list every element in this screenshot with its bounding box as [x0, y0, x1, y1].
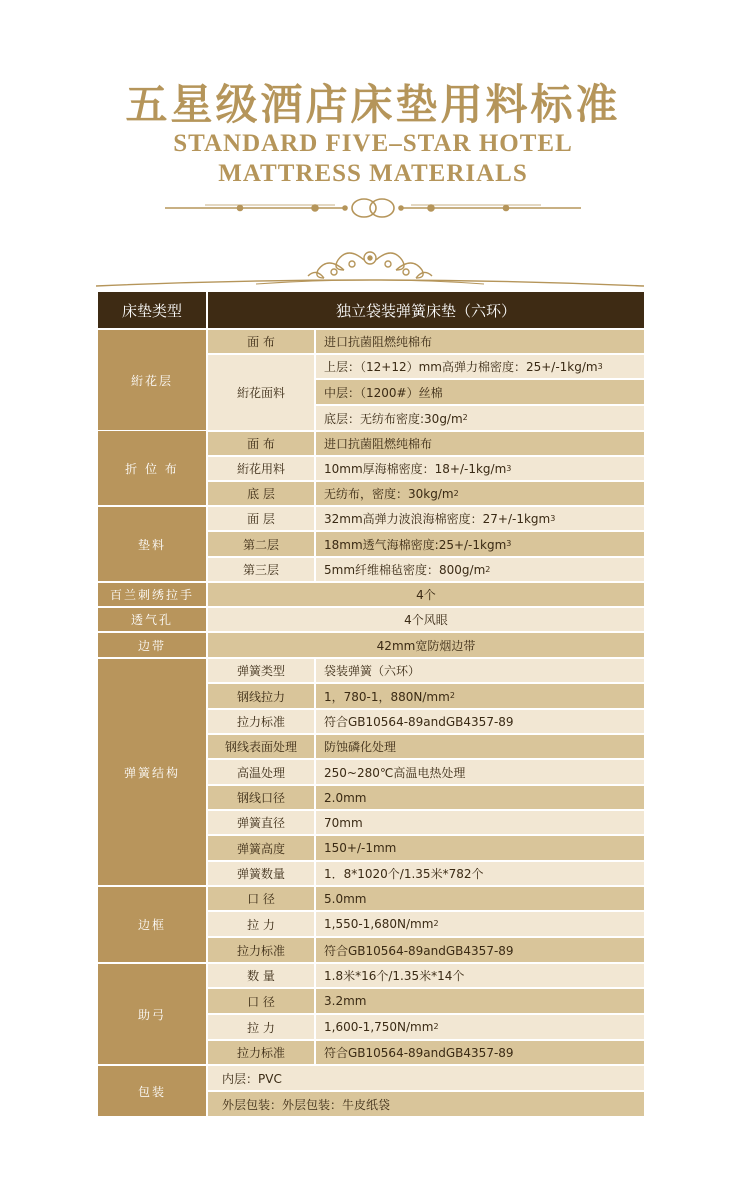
- value-air-vent: 4个风眼: [208, 608, 644, 631]
- value-quilting-filling: 10mm厚海棉密度：18+/-1kg/m 3: [316, 457, 644, 480]
- label-wire-tensile: 钢线拉力: [208, 684, 314, 708]
- table-top-ornament: [96, 240, 644, 290]
- value-inner-packaging: 内层：PVC: [208, 1066, 644, 1090]
- value-frame-gauge: 5.0mm: [316, 887, 644, 910]
- value-bow-standard: 符合GB10564-89andGB4357-89: [316, 1041, 644, 1064]
- value-top-layer: 32mm高弹力波浪海棉密度：27+/-1kgm 3: [316, 507, 644, 530]
- category-fold-fabric: 折 位 布: [98, 431, 206, 505]
- label-face-fabric-2: 面 布: [208, 432, 314, 455]
- header-mattress-type: 床垫类型: [98, 292, 206, 328]
- category-padding: 垫料: [98, 507, 206, 581]
- category-support-bow: 助弓: [98, 964, 206, 1064]
- category-border-tape: 边带: [98, 633, 206, 657]
- value-wire-gauge: 2.0mm: [316, 786, 644, 809]
- materials-table: [98, 292, 644, 1116]
- value-middle-layer: 中层：（1200#）丝棉: [316, 380, 644, 404]
- value-frame-tensile: 1,550-1,680N/mm 2: [316, 912, 644, 936]
- category-quilting-layer: 絎花层: [98, 330, 206, 430]
- label-spring-type: 弹簧类型: [208, 659, 314, 682]
- label-spring-height: 弹簧高度: [208, 836, 314, 860]
- value-second-layer: 18mm透气海棉密度:25+/-1kgm 3: [316, 532, 644, 556]
- label-quilting-material: 絎花面料: [208, 355, 314, 430]
- title-divider-ornament: [165, 192, 581, 224]
- label-bow-quantity: 数 量: [208, 964, 314, 987]
- value-spring-count: 1．8*1020个/1.35米*782个: [316, 862, 644, 885]
- category-handle: 百兰刺绣拉手: [98, 583, 206, 606]
- page-title-chinese: 五星级酒店床垫用料标准: [125, 80, 621, 129]
- value-frame-standard: 符合GB10564-89andGB4357-89: [316, 938, 644, 962]
- label-frame-standard: 拉力标准: [208, 938, 314, 962]
- label-tensile-standard: 拉力标准: [208, 710, 314, 733]
- value-bottom-nonwoven: 无纺布，密度：30kg/m 2: [316, 482, 644, 505]
- label-face-fabric: 面 布: [208, 330, 314, 353]
- label-frame-tensile: 拉 力: [208, 912, 314, 936]
- value-upper-layer: 上层：（12+12）mm高弹力棉密度：25+/-1kg/m 3: [316, 355, 644, 378]
- value-spring-type: 袋装弹簧（六环）: [316, 659, 644, 682]
- label-wire-gauge: 钢线口径: [208, 786, 314, 809]
- value-wire-tensile: 1，780-1，880N/mm 2: [316, 684, 644, 708]
- label-spring-diameter: 弹簧直径: [208, 811, 314, 834]
- page-title-english-line2: MATTRESS MATERIALS: [218, 160, 528, 187]
- value-third-layer: 5mm纤维棉毡密度：800g/m 2: [316, 558, 644, 581]
- value-wire-surface: 防蚀磷化处理: [316, 735, 644, 758]
- label-frame-gauge: 口 径: [208, 887, 314, 910]
- label-wire-surface: 钢线表面处理: [208, 735, 314, 758]
- value-bow-quantity: 1.8米*16个/1.35米*14个: [316, 964, 644, 987]
- value-border-tape: 42mm宽防烟边带: [208, 633, 644, 657]
- value-bottom-layer: 底层：无纺布密度:30g/m 2: [316, 406, 644, 430]
- value-bow-tensile: 1,600-1,750N/mm 2: [316, 1015, 644, 1039]
- label-bow-standard: 拉力标准: [208, 1041, 314, 1064]
- value-face-fabric-2: 进口抗菌阻燃纯棉布: [316, 432, 644, 455]
- value-bow-gauge: 3.2mm: [316, 989, 644, 1013]
- value-face-fabric: 进口抗菌阻燃纯棉布: [316, 330, 644, 353]
- label-spring-count: 弹簧数量: [208, 862, 314, 885]
- value-heat-treatment: 250~280℃高温电热处理: [316, 760, 644, 784]
- label-bottom-layer: 底 层: [208, 482, 314, 505]
- category-edge-frame: 边框: [98, 887, 206, 962]
- label-second-layer: 第二层: [208, 532, 314, 556]
- value-spring-height: 150+/-1mm: [316, 836, 644, 860]
- header-mattress-model: 独立袋装弹簧床垫（六环）: [208, 292, 644, 328]
- category-spring-structure: 弹簧结构: [98, 659, 206, 885]
- label-bow-tensile: 拉 力: [208, 1015, 314, 1039]
- value-spring-diameter: 70mm: [316, 811, 644, 834]
- label-heat-treatment: 高温处理: [208, 760, 314, 784]
- label-top-layer: 面 层: [208, 507, 314, 530]
- page-title-english-line1: STANDARD FIVE–STAR HOTEL: [173, 130, 573, 157]
- label-quilting-filling: 絎花用料: [208, 457, 314, 480]
- value-outer-packaging: 外层包装：外层包装：牛皮纸袋: [208, 1092, 644, 1116]
- category-packaging: 包装: [98, 1066, 206, 1116]
- label-third-layer: 第三层: [208, 558, 314, 581]
- value-handle: 4个: [208, 583, 644, 606]
- category-air-vent: 透气孔: [98, 608, 206, 631]
- value-tensile-standard: 符合GB10564-89andGB4357-89: [316, 710, 644, 733]
- label-bow-gauge: 口 径: [208, 989, 314, 1013]
